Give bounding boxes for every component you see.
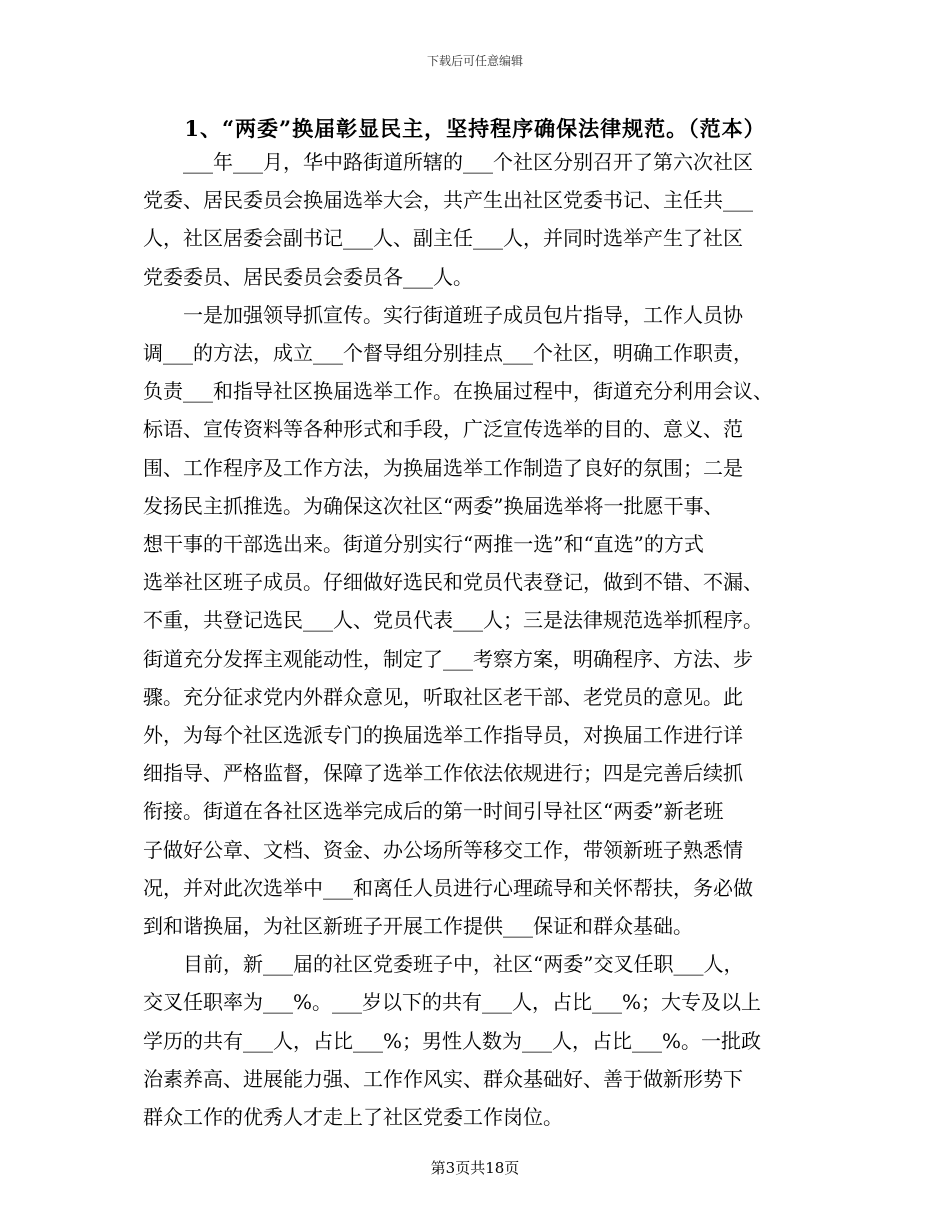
document-title: 1、“两委”换届彰显民主，坚持程序确保法律规范。（范本） — [184, 116, 766, 141]
text-line: 调___的方法，成立___个督导组分别挂点___个社区，明确工作职责， — [143, 341, 753, 366]
text-line: 选举社区班子成员。仔细做好选民和党员代表登记，做到不错、不漏、 — [143, 570, 763, 595]
paragraph-2 — [143, 296, 813, 945]
text-line: 党委委员、居民委员会委员各___人。 — [143, 264, 473, 289]
text-line: 细指导、严格监督，保障了选举工作依法依规进行；四是完善后续抓 — [143, 761, 743, 786]
text-line: 负责___和指导社区换届选举工作。在换届过程中，街道充分利用会议、 — [143, 379, 773, 404]
text-line: 发扬民主抓推选。为确保这次社区“两委”换届选举将一批愿干事、 — [143, 493, 724, 518]
page-footer: 第3页共18页 — [430, 1159, 520, 1177]
text-line: 到和谐换届，为社区新班子开展工作提供___保证和群众基础。 — [143, 914, 693, 939]
text-line: 治素养高、进展能力强、工作作风实、群众基础好、善于做新形势下 — [143, 1066, 743, 1091]
document-body — [143, 143, 813, 1136]
text-line: 外，为每个社区选派专门的换届选举工作指导员，对换届工作进行详 — [143, 723, 743, 748]
text-line: 一是加强领导抓宣传。实行街道班子成员包片指导，工作人员协 — [183, 302, 743, 327]
text-line: 街道充分发挥主观能动性，制定了___考察方案，明确程序、方法、步 — [143, 646, 753, 671]
text-line: 人，社区居委会副书记___人、副主任___人，并同时选举产生了社区 — [143, 226, 743, 251]
header-note: 下载后可任意编辑 — [426, 54, 523, 68]
text-line: 交叉任职率为___%。___岁以下的共有___人，占比___%；大专及以上 — [143, 990, 762, 1015]
text-line: 党委、居民委员会换届选举大会，共产生出社区党委书记、主任共___ — [143, 188, 753, 213]
text-line: 群众工作的优秀人才走上了社区党委工作岗位。 — [143, 1105, 563, 1130]
text-line: 子做好公章、文档、资金、办公场所等移交工作，带领新班子熟悉情 — [143, 837, 743, 862]
text-line: 标语、宣传资料等各种形式和手段，广泛宣传选举的目的、意义、范 — [143, 417, 743, 442]
paragraph-3 — [143, 945, 813, 1136]
text-line: 衔接。街道在各社区选举完成后的第一时间引导社区“两委”新老班 — [143, 799, 724, 824]
text-line: 学历的共有___人，占比___%；男性人数为___人，占比___%。一批政 — [143, 1028, 762, 1053]
text-line: 况，并对此次选举中___和离任人员进行心理疏导和关怀帮扶，务必做 — [143, 875, 753, 900]
text-line: 不重，共登记选民___人、党员代表___人；三是法律规范选举抓程序。 — [143, 608, 763, 633]
text-line: 骤。充分征求党内外群众意见，听取社区老干部、老党员的意见。此 — [143, 684, 743, 709]
text-line: 围、工作程序及工作方法，为换届选举工作制造了良好的氛围；二是 — [143, 455, 743, 480]
text-line: 想干事的干部选出来。街道分别实行“两推一选”和“直选”的方式 — [143, 532, 704, 557]
text-line: 目前，新___届的社区党委班子中，社区“两委”交叉任职___人， — [183, 952, 744, 977]
text-line: ___年___月，华中路街道所辖的___个社区分别召开了第六次社区 — [183, 150, 753, 174]
paragraph-1 — [143, 143, 813, 296]
